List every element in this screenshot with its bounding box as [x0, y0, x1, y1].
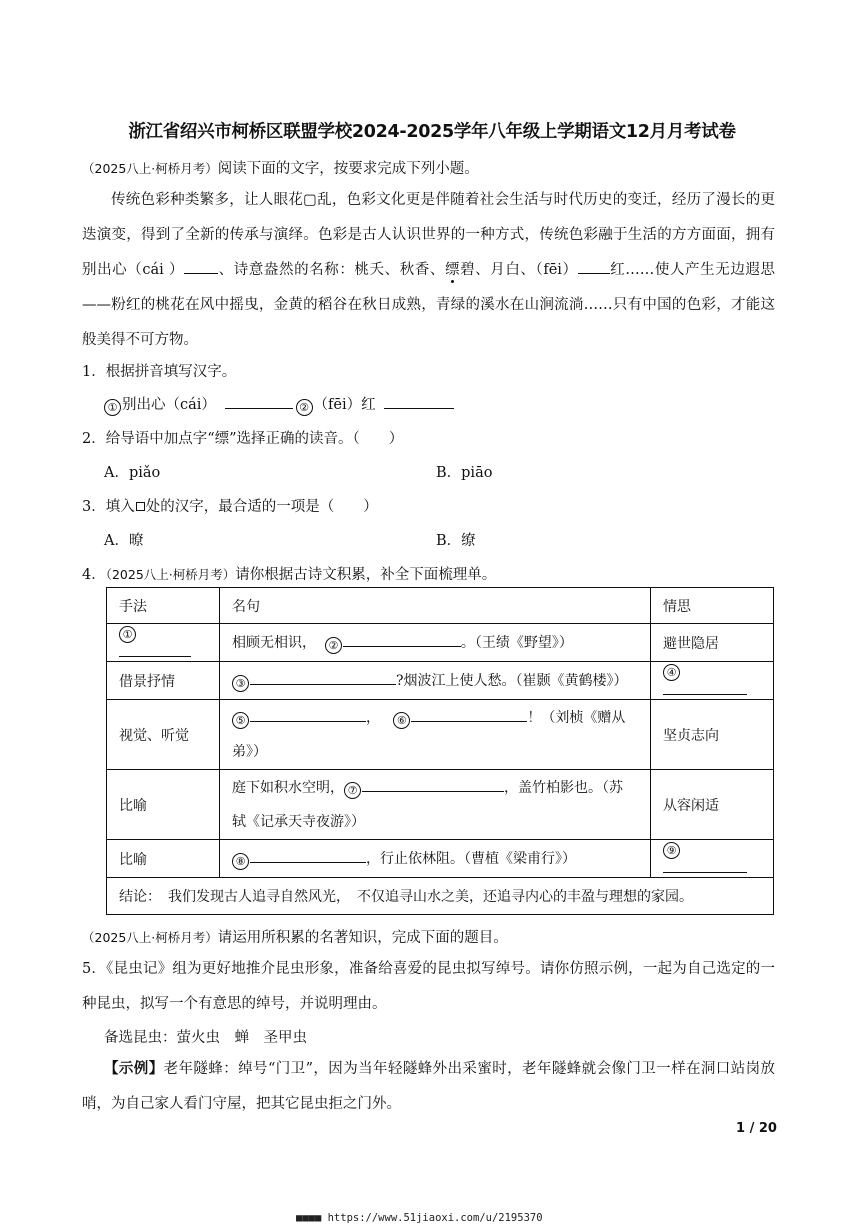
- q3-option-a[interactable]: A．暸: [104, 533, 144, 549]
- q1-answer-blank-1[interactable]: [225, 395, 293, 409]
- answer-blank[interactable]: [250, 671, 396, 685]
- q4-stem-text: 请你根据古诗文积累，补全下面梳理单。: [235, 567, 497, 583]
- source-tag: （2025八上·柯桥月考）: [82, 930, 218, 945]
- row3-lines: ⑤ ， ⑥ ！（刘桢《赠从 弟》）: [220, 700, 651, 770]
- q5-intro-text: 请运用所积累的名著知识，完成下面的题目。: [217, 930, 508, 946]
- row3-sentiment: 坚贞志向: [651, 700, 774, 770]
- answer-blank[interactable]: [362, 778, 504, 792]
- q1-stem: 1．根据拼音填写汉字。: [82, 364, 237, 380]
- passage-blank-2: [578, 260, 610, 274]
- q5-example: [82, 1051, 775, 1122]
- q3-option-b[interactable]: B．缭: [436, 533, 476, 549]
- blank-number: ⑨: [663, 842, 680, 859]
- source-tag: （2025八上·柯桥月考）: [105, 567, 236, 582]
- row4-technique: 比喻: [107, 770, 220, 840]
- q1-answer-blank-2[interactable]: [384, 395, 454, 409]
- source-tag: （2025八上·柯桥月考）: [82, 161, 218, 176]
- table-row: [107, 770, 774, 840]
- header-famous-lines: 名句: [220, 588, 651, 624]
- q5-intro: [82, 926, 508, 947]
- blank-number: ⑥: [393, 712, 410, 729]
- row2-sentiment: [651, 662, 774, 700]
- row5-sentiment: [651, 840, 774, 878]
- table-conclusion: 结论： 我们发现古人追寻自然风光， 不仅追寻山水之美，还追寻内心的丰盈与理想的家园。: [107, 878, 774, 915]
- row4-lines: 庭下如积水空明， ⑦ ，盖竹柏影也。（苏 轼《记承天寺夜游》）: [220, 770, 651, 840]
- table-header-row: [107, 588, 774, 624]
- row1-lines: 相顾无相识， ② 。（王绩《野望》）: [220, 624, 651, 662]
- page-number: 1 / 20: [736, 1121, 777, 1136]
- example-text: 老年隧蜂：绰号“门卫”，因为当年轻隧蜂外出采蜜时，老年隧蜂就会像门卫一样在洞口站岗放哨，为自己家人看门守屋，把其它昆虫拒之门外。: [82, 1061, 776, 1112]
- passage-blank-1: [184, 260, 218, 274]
- blank-number: ①: [119, 626, 136, 643]
- table-row: [107, 624, 774, 662]
- q4-stem: 4．（2025八上·柯桥月考）请你根据古诗文积累，补全下面梳理单。: [82, 567, 497, 583]
- reading-passage: [82, 183, 775, 358]
- q5-candidates: 备选昆虫：萤火虫 蝉 圣甲虫: [104, 1030, 307, 1046]
- answer-blank[interactable]: [663, 859, 747, 873]
- q1-number-2: ②: [296, 399, 313, 416]
- table-conclusion-row: [107, 878, 774, 915]
- row1-technique: [107, 624, 220, 662]
- answer-blank[interactable]: [119, 643, 191, 657]
- answer-blank[interactable]: [663, 681, 747, 695]
- intro-text: 阅读下面的文字，按要求完成下列小题。: [217, 161, 479, 177]
- passage-part-3: 碧、月白、（fēi）: [460, 262, 578, 278]
- blank-number: ⑦: [344, 782, 361, 799]
- passage-part-1: 传统色彩种类繁多，让人眼花▢乱，色彩文化更是伴随着社会生活与时代历史的变迁，经历了漫长的更迭演变，得到了全新的传承与演绎。色彩是古人认识世界的一种方式，传统色彩融于生活的方方面面，拥有别出心（cái ）: [82, 192, 775, 278]
- q2-stem: 2．给导语中加点字“缥”选择正确的读音。（ ）: [82, 431, 404, 447]
- header-technique: 手法: [107, 588, 220, 624]
- blank-number: ④: [663, 664, 680, 681]
- row5-lines: ⑧ ，行止依林阻。（曹植《梁甫行》）: [220, 840, 651, 878]
- table-row: [107, 700, 774, 770]
- blank-number: ②: [325, 637, 342, 654]
- q3-stem-part-1: 3．填入: [82, 499, 135, 515]
- blank-number: ③: [232, 675, 249, 692]
- dotted-character: 缥: [444, 262, 461, 278]
- q3-stem-part-2: 处的汉字，最合适的一项是（ ）: [145, 499, 378, 515]
- example-tag: 【示例】: [104, 1060, 164, 1077]
- answer-blank[interactable]: [411, 708, 527, 722]
- table-row: [107, 662, 774, 700]
- q1-prompt-1: 别出心（cái）: [122, 397, 216, 413]
- q2-option-b[interactable]: B．piāo: [436, 465, 493, 481]
- answer-blank[interactable]: [250, 708, 366, 722]
- row5-technique: 比喻: [107, 840, 220, 878]
- header-sentiment: 情思: [651, 588, 774, 624]
- q1-prompt-2: （fēi）红: [313, 397, 376, 413]
- q2-option-a[interactable]: A．piǎo: [104, 465, 161, 481]
- answer-blank[interactable]: [250, 849, 366, 863]
- blank-box-icon: [136, 502, 145, 511]
- page-title: 浙江省绍兴市柯桥区联盟学校2024-2025学年八年级上学期语文12月月考试卷: [128, 122, 736, 142]
- table-row: [107, 840, 774, 878]
- row4-sentiment: 从容闲适: [651, 770, 774, 840]
- row2-lines: ③ ?烟波江上使人愁。（崔颢《黄鹤楼》）: [220, 662, 651, 700]
- blank-number: ⑤: [232, 712, 249, 729]
- passage-part-4: 红……使人产生无边遐思——粉红的桃花在风中摇曳，金黄的稻谷在秋日成熟，青绿的溪水在山涧流淌……只有中国的色彩，才能这般美得不可方物。: [82, 262, 775, 348]
- q3-stem: [82, 495, 378, 516]
- passage-part-2: 、诗意盎然的名称：桃夭、秋香、: [218, 262, 445, 278]
- intro-line: [82, 157, 479, 178]
- row1-sentiment: 避世隐居: [651, 624, 774, 662]
- q1-answers: [104, 393, 454, 416]
- q5-stem: 5．《昆虫记》组为更好地推介昆虫形象，准备给喜爱的昆虫拟写绰号。请你仿照示例，一起为自己选定的一种昆虫，拟写一个有意思的绰号，并说明理由。: [82, 961, 775, 1012]
- poetry-summary-table: [106, 587, 774, 915]
- answer-blank[interactable]: [343, 633, 461, 647]
- row2-technique: 借景抒情: [107, 662, 220, 700]
- blank-number: ⑧: [232, 853, 249, 870]
- q1-number-1: ①: [104, 399, 121, 416]
- row3-technique: 视觉、听觉: [107, 700, 220, 770]
- footer-url[interactable]: ■■■■ https://www.51jiaoxi.com/u/2195370: [296, 1212, 543, 1224]
